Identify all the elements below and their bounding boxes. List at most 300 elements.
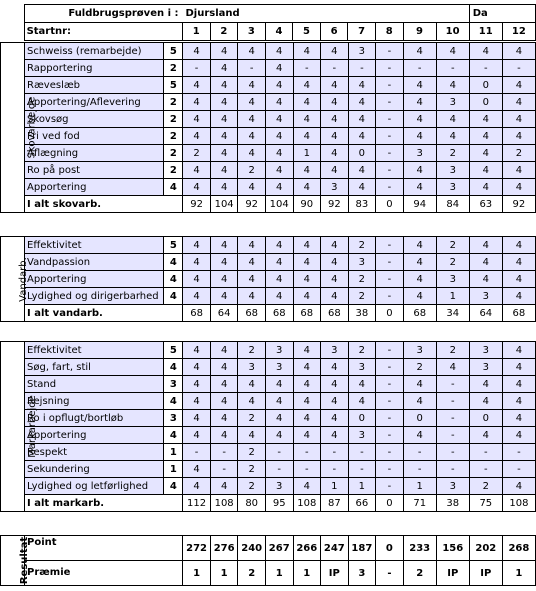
discipline-name: Sekundering — [25, 461, 164, 478]
discipline-weight: 4 — [164, 478, 183, 495]
score-row — [1, 60, 536, 77]
score-cell: 4 — [348, 128, 376, 145]
score-row — [1, 461, 536, 478]
score-cell: 4 — [265, 271, 293, 288]
premie-cell: 3 — [348, 561, 376, 586]
score-cell: 4 — [293, 237, 321, 254]
total-cell: 34 — [436, 305, 469, 322]
score-cell: - — [183, 444, 211, 461]
score-cell: 4 — [183, 254, 211, 271]
score-cell: 4 — [403, 376, 436, 393]
score-cell: 3 — [321, 342, 349, 359]
startnr-cell: 6 — [320, 23, 348, 41]
score-cell: - — [469, 444, 502, 461]
score-cell: 2 — [348, 342, 376, 359]
score-row — [1, 359, 536, 376]
score-cell: 4 — [502, 427, 535, 444]
score-cell: 4 — [265, 111, 293, 128]
score-row — [1, 271, 536, 288]
score-cell: 4 — [238, 179, 266, 196]
discipline-name: Rejsning — [25, 393, 164, 410]
score-row — [1, 342, 536, 359]
section-markarbejde — [0, 341, 536, 512]
score-cell: - — [293, 60, 321, 77]
score-cell: - — [238, 60, 266, 77]
score-cell: 4 — [469, 393, 502, 410]
score-cell: 4 — [210, 254, 238, 271]
score-cell: 4 — [436, 359, 469, 376]
score-cell: 4 — [183, 271, 211, 288]
score-cell: - — [376, 444, 404, 461]
score-cell: 2 — [436, 342, 469, 359]
discipline-weight: 4 — [164, 179, 183, 196]
score-cell: 4 — [183, 43, 211, 60]
score-cell: 3 — [436, 478, 469, 495]
score-cell: 4 — [321, 162, 349, 179]
score-cell: 4 — [293, 94, 321, 111]
score-cell: 4 — [403, 128, 436, 145]
score-cell: 0 — [469, 410, 502, 427]
score-cell: - — [376, 94, 404, 111]
startnr-cell: 10 — [436, 23, 469, 41]
header-place: Djursland — [183, 5, 470, 23]
score-cell: 4 — [293, 179, 321, 196]
score-row — [1, 77, 536, 94]
score-cell: 4 — [265, 393, 293, 410]
score-cell: 4 — [502, 162, 535, 179]
score-cell: 0 — [348, 410, 376, 427]
score-cell: 4 — [265, 288, 293, 305]
score-cell: 3 — [436, 94, 469, 111]
point-cell: 187 — [348, 536, 376, 561]
score-cell: 4 — [238, 427, 266, 444]
score-cell: - — [376, 162, 404, 179]
total-cell: 68 — [321, 305, 349, 322]
score-cell: 4 — [321, 410, 349, 427]
score-cell: 4 — [436, 128, 469, 145]
score-cell: 4 — [210, 376, 238, 393]
score-cell: 4 — [403, 254, 436, 271]
score-cell: 4 — [469, 254, 502, 271]
score-cell: - — [436, 393, 469, 410]
total-cell: 108 — [293, 495, 321, 512]
section-skovarbejde — [0, 42, 536, 213]
score-cell: 4 — [183, 376, 211, 393]
score-cell: 1 — [293, 145, 321, 162]
score-row — [1, 128, 536, 145]
score-cell: 4 — [348, 393, 376, 410]
score-cell: 4 — [210, 271, 238, 288]
score-cell: 4 — [183, 77, 211, 94]
total-cell: 92 — [321, 196, 349, 213]
discipline-name: Schweiss (remarbejde) — [25, 43, 164, 60]
score-cell: - — [293, 461, 321, 478]
score-cell: 4 — [436, 111, 469, 128]
section-label: Markarbejde — [26, 395, 38, 458]
score-cell: 4 — [265, 410, 293, 427]
score-cell: 4 — [469, 145, 502, 162]
total-cell: 92 — [238, 196, 266, 213]
total-cell: 68 — [183, 305, 211, 322]
score-cell: 2 — [238, 444, 266, 461]
score-cell: - — [376, 271, 404, 288]
score-cell: - — [436, 461, 469, 478]
score-cell: 4 — [265, 60, 293, 77]
score-cell: 4 — [238, 145, 266, 162]
section-label-cell — [1, 43, 38, 213]
score-cell: - — [348, 60, 376, 77]
point-cell: 240 — [238, 536, 266, 561]
score-cell: 4 — [210, 393, 238, 410]
total-cell: 66 — [348, 495, 376, 512]
total-cell: 87 — [321, 495, 349, 512]
score-cell: 2 — [348, 271, 376, 288]
score-cell: 4 — [183, 359, 211, 376]
total-row — [1, 495, 536, 512]
score-cell: - — [469, 461, 502, 478]
score-cell: 4 — [502, 237, 535, 254]
score-cell: 4 — [436, 77, 469, 94]
score-row — [1, 111, 536, 128]
total-cell: 63 — [469, 196, 502, 213]
section-resultat — [0, 535, 536, 586]
score-cell: 4 — [348, 162, 376, 179]
premie-cell: 1 — [265, 561, 293, 586]
score-cell: 4 — [469, 271, 502, 288]
premie-cell: - — [376, 561, 404, 586]
header-spacer — [0, 23, 24, 41]
startnr-cell: 11 — [469, 23, 502, 41]
section-label: Skovarbejde — [26, 96, 38, 159]
discipline-weight: 1 — [164, 461, 183, 478]
total-cell: 75 — [469, 495, 502, 512]
discipline-weight: 2 — [164, 145, 183, 162]
premie-row — [1, 561, 536, 586]
discipline-weight: 4 — [164, 393, 183, 410]
total-cell: 83 — [348, 196, 376, 213]
total-cell: 94 — [403, 196, 436, 213]
score-cell: 4 — [293, 342, 321, 359]
score-cell: 4 — [183, 94, 211, 111]
score-row — [1, 254, 536, 271]
score-cell: 4 — [183, 162, 211, 179]
discipline-name: Respekt — [25, 444, 164, 461]
score-cell: 4 — [403, 162, 436, 179]
score-cell: 2 — [436, 254, 469, 271]
score-cell: - — [376, 60, 404, 77]
startnr-cell: 7 — [348, 23, 376, 41]
score-cell: 4 — [502, 271, 535, 288]
score-cell: 4 — [265, 254, 293, 271]
score-cell: 4 — [265, 162, 293, 179]
total-cell: 71 — [403, 495, 436, 512]
discipline-name: Vandpassion — [25, 254, 164, 271]
score-cell: 0 — [469, 94, 502, 111]
score-cell: 3 — [403, 145, 436, 162]
score-cell: - — [436, 444, 469, 461]
score-cell: 4 — [348, 111, 376, 128]
score-cell: 2 — [348, 237, 376, 254]
total-label: I alt markarb. — [25, 495, 183, 512]
discipline-name: Apportering — [25, 271, 164, 288]
score-cell: 2 — [436, 145, 469, 162]
score-cell: - — [348, 461, 376, 478]
score-row — [1, 179, 536, 196]
startnr-label: Startnr: — [24, 23, 182, 41]
score-cell: - — [348, 444, 376, 461]
score-cell: 4 — [502, 111, 535, 128]
score-cell: 4 — [403, 94, 436, 111]
total-cell: 38 — [348, 305, 376, 322]
score-cell: 4 — [183, 427, 211, 444]
score-cell: 3 — [348, 359, 376, 376]
discipline-name: Ræveslæb — [25, 77, 164, 94]
total-cell: 92 — [502, 196, 535, 213]
score-cell: 4 — [183, 288, 211, 305]
discipline-name: Skovsøg — [25, 111, 164, 128]
score-cell: 4 — [183, 111, 211, 128]
score-cell: 3 — [469, 288, 502, 305]
result-label: Resultat — [19, 536, 31, 585]
discipline-weight: 3 — [164, 410, 183, 427]
score-cell: 4 — [293, 77, 321, 94]
score-cell: 4 — [321, 254, 349, 271]
score-cell: 4 — [469, 427, 502, 444]
score-row — [1, 288, 536, 305]
score-cell: 4 — [348, 179, 376, 196]
score-cell: 4 — [502, 179, 535, 196]
score-cell: 4 — [403, 111, 436, 128]
discipline-weight: 3 — [164, 376, 183, 393]
score-cell: 4 — [348, 77, 376, 94]
score-row — [1, 145, 536, 162]
score-cell: - — [502, 444, 535, 461]
discipline-weight: 4 — [164, 427, 183, 444]
discipline-name: Fri ved fod — [25, 128, 164, 145]
total-cell: 104 — [210, 196, 238, 213]
total-cell: 0 — [376, 196, 404, 213]
score-cell: 4 — [469, 43, 502, 60]
score-cell: 4 — [321, 427, 349, 444]
point-row — [1, 536, 536, 561]
score-cell: 3 — [469, 359, 502, 376]
score-cell: 3 — [265, 359, 293, 376]
score-cell: 4 — [321, 43, 349, 60]
score-cell: 4 — [210, 94, 238, 111]
discipline-weight: 4 — [164, 271, 183, 288]
score-cell: - — [376, 254, 404, 271]
score-row — [1, 162, 536, 179]
score-cell: 3 — [436, 271, 469, 288]
discipline-name: Effektivitet — [25, 342, 164, 359]
score-cell: 4 — [321, 359, 349, 376]
score-cell: 3 — [469, 342, 502, 359]
total-row — [1, 305, 536, 322]
score-cell: - — [403, 60, 436, 77]
score-cell: 4 — [469, 237, 502, 254]
premie-cell: 2 — [403, 561, 436, 586]
score-cell: 4 — [293, 376, 321, 393]
score-cell: - — [376, 237, 404, 254]
score-cell: - — [502, 60, 535, 77]
result-label-cell — [1, 536, 31, 586]
score-cell: - — [376, 43, 404, 60]
score-cell: 4 — [210, 179, 238, 196]
premie-cell: IP — [436, 561, 469, 586]
score-cell: 2 — [348, 288, 376, 305]
point-cell: 267 — [265, 536, 293, 561]
score-cell: - — [293, 444, 321, 461]
score-cell: 4 — [210, 342, 238, 359]
score-cell: 4 — [238, 393, 266, 410]
score-cell: - — [436, 410, 469, 427]
score-cell: 4 — [183, 478, 211, 495]
score-cell: - — [376, 179, 404, 196]
score-cell: 4 — [210, 410, 238, 427]
total-cell: 64 — [210, 305, 238, 322]
score-cell: 4 — [293, 478, 321, 495]
score-cell: 4 — [265, 179, 293, 196]
premie-cell: 1 — [183, 561, 211, 586]
score-cell: 2 — [403, 359, 436, 376]
score-cell: 4 — [210, 162, 238, 179]
score-row — [1, 478, 536, 495]
score-cell: 4 — [238, 128, 266, 145]
score-cell: 4 — [469, 162, 502, 179]
total-cell: 0 — [376, 305, 404, 322]
score-cell: - — [321, 461, 349, 478]
score-cell: 1 — [321, 478, 349, 495]
point-cell: 202 — [469, 536, 502, 561]
score-cell: 4 — [238, 254, 266, 271]
score-row — [1, 393, 536, 410]
score-cell: 4 — [183, 128, 211, 145]
premie-label: Præmie — [25, 561, 183, 586]
score-cell: 4 — [502, 410, 535, 427]
total-cell: 112 — [183, 495, 211, 512]
discipline-weight: 5 — [164, 342, 183, 359]
score-cell: 4 — [321, 77, 349, 94]
score-cell: 3 — [348, 427, 376, 444]
discipline-name: Rapportering — [25, 60, 164, 77]
discipline-name: Apportering/Aflevering — [25, 94, 164, 111]
score-cell: 3 — [436, 162, 469, 179]
score-row — [1, 376, 536, 393]
score-cell: 4 — [293, 427, 321, 444]
score-cell: 4 — [293, 162, 321, 179]
score-cell: 4 — [238, 288, 266, 305]
score-cell: 4 — [210, 128, 238, 145]
section-vandarbejde — [0, 236, 536, 322]
score-cell: 3 — [238, 359, 266, 376]
score-cell: 4 — [210, 77, 238, 94]
total-cell: 68 — [502, 305, 535, 322]
score-cell: 4 — [321, 145, 349, 162]
score-cell: 2 — [436, 237, 469, 254]
score-cell: - — [502, 461, 535, 478]
score-cell: 4 — [183, 461, 211, 478]
score-cell: - — [376, 288, 404, 305]
score-cell: 4 — [403, 77, 436, 94]
score-cell: 4 — [502, 288, 535, 305]
score-cell: - — [376, 128, 404, 145]
startnr-cell: 8 — [375, 23, 403, 41]
total-cell: 38 — [436, 495, 469, 512]
total-cell: 68 — [265, 305, 293, 322]
header-spacer — [0, 5, 24, 23]
header-table — [0, 4, 536, 41]
score-cell: 4 — [210, 359, 238, 376]
score-cell: - — [376, 427, 404, 444]
score-cell: - — [376, 359, 404, 376]
score-cell: 4 — [502, 393, 535, 410]
discipline-weight: 2 — [164, 128, 183, 145]
score-cell: 4 — [293, 410, 321, 427]
score-cell: - — [265, 461, 293, 478]
discipline-weight: 2 — [164, 111, 183, 128]
score-row — [1, 410, 536, 427]
score-cell: 3 — [436, 179, 469, 196]
premie-cell: IP — [469, 561, 502, 586]
score-cell: 4 — [210, 237, 238, 254]
point-cell: 0 — [376, 536, 404, 561]
score-cell: 4 — [265, 237, 293, 254]
score-cell: - — [183, 60, 211, 77]
discipline-name: Lydighed og letførlighed — [25, 478, 164, 495]
score-cell: 4 — [293, 393, 321, 410]
score-cell: 1 — [436, 288, 469, 305]
discipline-weight: 2 — [164, 94, 183, 111]
startnr-cell: 5 — [293, 23, 321, 41]
score-cell: 4 — [502, 94, 535, 111]
score-cell: 4 — [348, 94, 376, 111]
score-cell: 4 — [265, 77, 293, 94]
score-cell: 4 — [403, 393, 436, 410]
startnr-cell: 9 — [403, 23, 436, 41]
score-cell: 4 — [183, 179, 211, 196]
score-cell: 4 — [210, 111, 238, 128]
premie-cell: 1 — [502, 561, 535, 586]
discipline-weight: 4 — [164, 288, 183, 305]
header-title: Fuldbrugsprøven i : — [24, 5, 182, 23]
score-cell: - — [376, 145, 404, 162]
score-cell: 4 — [321, 111, 349, 128]
discipline-weight: 2 — [164, 162, 183, 179]
score-cell: 4 — [321, 94, 349, 111]
discipline-weight: 2 — [164, 60, 183, 77]
score-cell: 3 — [321, 179, 349, 196]
score-cell: 4 — [293, 111, 321, 128]
score-cell: 4 — [293, 288, 321, 305]
score-cell: 4 — [210, 427, 238, 444]
score-cell: 4 — [502, 478, 535, 495]
startnr-cell: 4 — [265, 23, 293, 41]
startnr-cell: 12 — [502, 23, 535, 41]
score-cell: 4 — [436, 43, 469, 60]
score-cell: 4 — [502, 128, 535, 145]
score-cell: 4 — [502, 376, 535, 393]
point-cell: 266 — [293, 536, 321, 561]
score-cell: 0 — [469, 77, 502, 94]
score-cell: 4 — [321, 288, 349, 305]
score-cell: 1 — [403, 478, 436, 495]
total-cell: 108 — [502, 495, 535, 512]
score-cell: 4 — [265, 94, 293, 111]
score-cell: - — [376, 393, 404, 410]
score-cell: 3 — [265, 342, 293, 359]
score-cell: - — [376, 376, 404, 393]
score-cell: 4 — [403, 43, 436, 60]
